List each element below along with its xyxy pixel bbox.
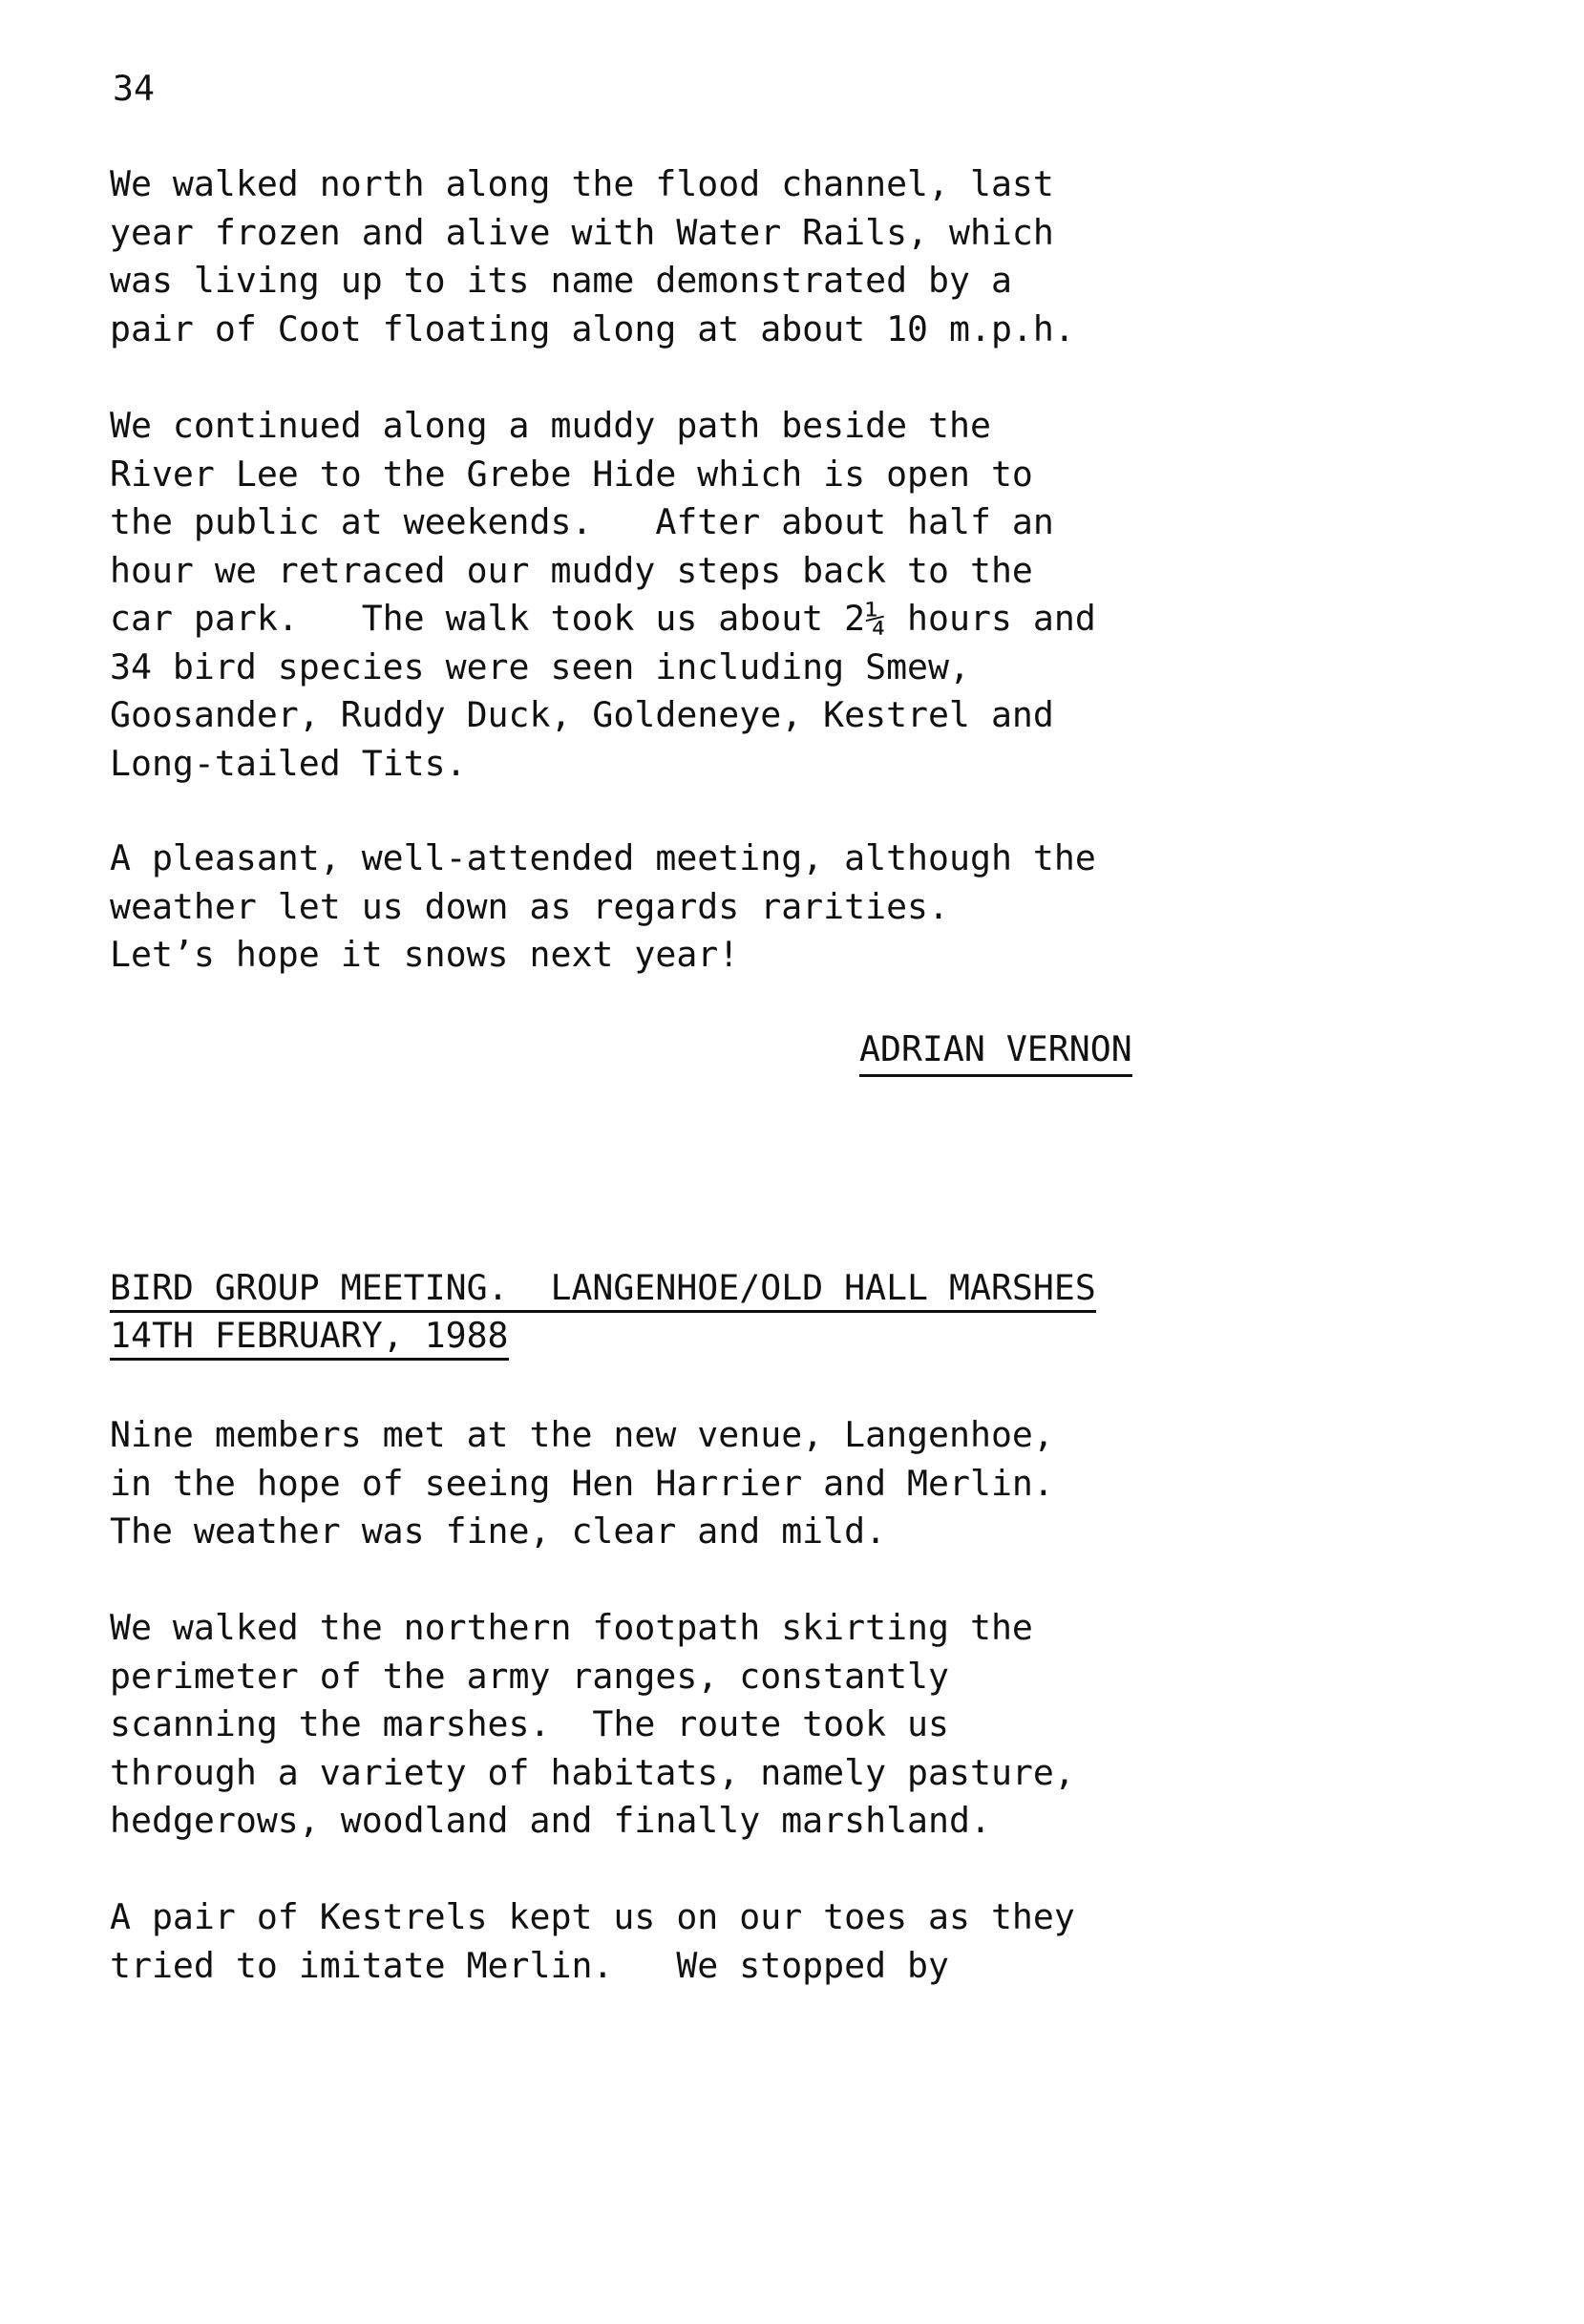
text-line: The weather was fine, clear and mild. bbox=[110, 1511, 887, 1552]
article-2-paragraph-3 bbox=[110, 1893, 1485, 1990]
text-line: Long-tailed Tits. bbox=[110, 742, 467, 784]
text-line: We walked north along the flood channel, last bbox=[110, 163, 1054, 204]
text-line: River Lee to the Grebe Hide which is open to bbox=[110, 453, 1033, 495]
text-line: Let’s hope it snows next year! bbox=[110, 934, 740, 975]
text-line: tried to imitate Merlin. We stopped by bbox=[110, 1944, 949, 1986]
text-line: through a variety of habitats, namely pasture, bbox=[110, 1751, 1075, 1793]
text-line: scanning the marshes. The route took us bbox=[110, 1703, 949, 1744]
author-signature: ADRIAN VERNON bbox=[859, 1025, 1132, 1077]
text-line: A pair of Kestrels kept us on our toes as they bbox=[110, 1896, 1075, 1937]
text-line: A pleasant, well-attended meeting, although the bbox=[110, 837, 1096, 878]
text-line: hour we retraced our muddy steps back to the bbox=[110, 549, 1033, 591]
text-line: the public at weekends. After about half an bbox=[110, 501, 1054, 542]
text-line: pair of Coot floating along at about 10 m.p.h. bbox=[110, 307, 1075, 349]
text-line: hedgerows, woodland and finally marshland. bbox=[110, 1800, 991, 1841]
page-number: 34 bbox=[113, 68, 155, 109]
text-line: Goosander, Ruddy Duck, Goldeneye, Kestrel and bbox=[110, 694, 1054, 735]
meeting-heading-title: BIRD GROUP MEETING. LANGENHOE/OLD HALL MARSHES bbox=[110, 1266, 1096, 1313]
text-line: Nine members met at the new venue, Langenhoe, bbox=[110, 1414, 1054, 1455]
article-1-paragraph-3 bbox=[110, 835, 1485, 980]
article-1-paragraph-1 bbox=[110, 160, 1485, 353]
article-2-paragraph-1 bbox=[110, 1411, 1485, 1556]
text-line: perimeter of the army ranges, constantly bbox=[110, 1655, 949, 1697]
text-line: weather let us down as regards rarities. bbox=[110, 885, 949, 927]
text-line: 34 bird species were seen including Smew, bbox=[110, 645, 970, 687]
meeting-heading-date: 14TH FEBRUARY, 1988 bbox=[110, 1314, 509, 1361]
article-2-paragraph-2 bbox=[110, 1604, 1485, 1846]
article-1-paragraph-2 bbox=[110, 402, 1485, 788]
text-line: We continued along a muddy path beside the bbox=[110, 405, 991, 446]
text-line: was living up to its name demonstrated by a bbox=[110, 260, 1012, 301]
text-line: in the hope of seeing Hen Harrier and Merlin. bbox=[110, 1462, 1054, 1504]
text-line: We walked the northern footpath skirting the bbox=[110, 1607, 1033, 1648]
text-line: car park. The walk took us about 2¼ hours and bbox=[110, 598, 1096, 639]
text-line: year frozen and alive with Water Rails, which bbox=[110, 211, 1054, 253]
